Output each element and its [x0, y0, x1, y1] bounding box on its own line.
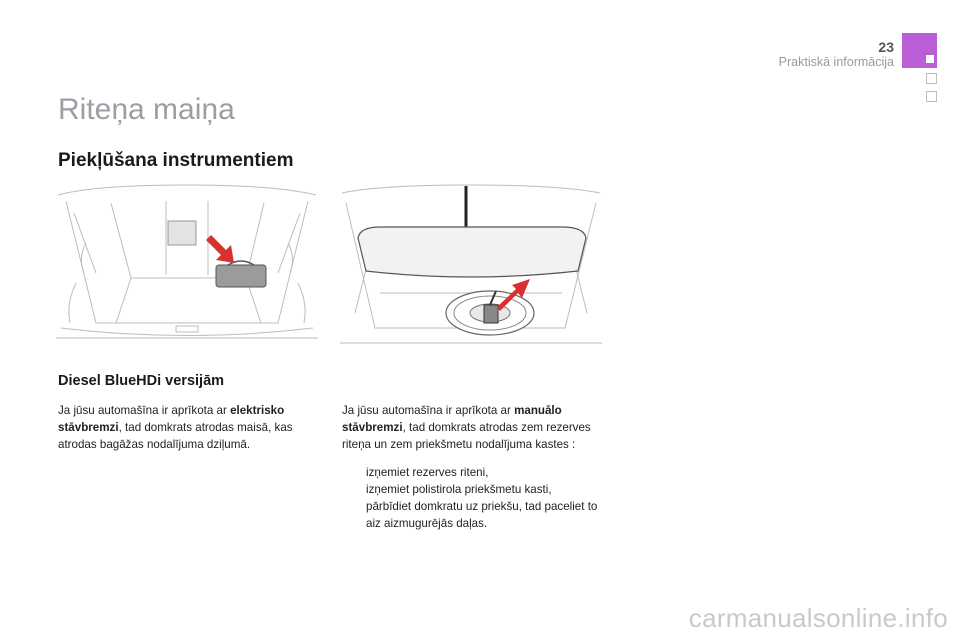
left-paragraph-text: Ja jūsu automašīna ir aprīkota ar — [58, 404, 231, 417]
instruction-list — [342, 464, 614, 532]
right-paragraph-text-end: , tad domkrats atrodas zem rezerves riteņa un zem priekšmetu nodalījuma kastes : — [342, 421, 591, 451]
left-paragraph — [58, 402, 316, 453]
right-paragraph — [342, 402, 604, 453]
red-arrow-icon — [206, 235, 234, 263]
spare-wheel-jack-illustration — [340, 183, 602, 356]
list-item-text: pārbīdiet domkratu uz priekšu, tad paceliet to aiz aizmugurējās daļas. — [366, 500, 598, 530]
chapter-tab[interactable] — [926, 91, 937, 102]
list-item — [342, 481, 614, 498]
page-number: 23 — [878, 39, 894, 55]
trunk-jack-bag-illustration — [56, 183, 318, 356]
page-title: Riteņa maiņa — [58, 93, 235, 126]
section-header: Praktiskā informācija — [778, 55, 894, 69]
square-icon — [926, 55, 934, 63]
list-item-text: izņemiet polistirola priekšmetu kasti, — [366, 483, 552, 496]
left-column-heading: Diesel BlueHDi versijām — [58, 373, 225, 389]
left-paragraph-text-end: , tad domkrats atrodas maisā, kas atrodas bagāžas nodalījuma dziļumā. — [58, 421, 293, 451]
section-subtitle: Piekļūšana instrumentiem — [58, 150, 294, 171]
left-paragraph-bold: elektrisko stāvbremzi — [58, 404, 285, 434]
right-paragraph-bold: manuālo stāvbremzi — [342, 404, 562, 434]
right-paragraph-text: Ja jūsu automašīna ir aprīkota ar — [342, 404, 515, 417]
list-item — [342, 498, 614, 532]
list-item — [342, 464, 614, 481]
list-item-text: izņemiet rezerves riteni, — [366, 466, 489, 479]
chapter-tab[interactable] — [926, 73, 937, 84]
chapter-tab-active[interactable] — [902, 33, 937, 68]
watermark: carmanualsonline.info — [688, 603, 948, 633]
